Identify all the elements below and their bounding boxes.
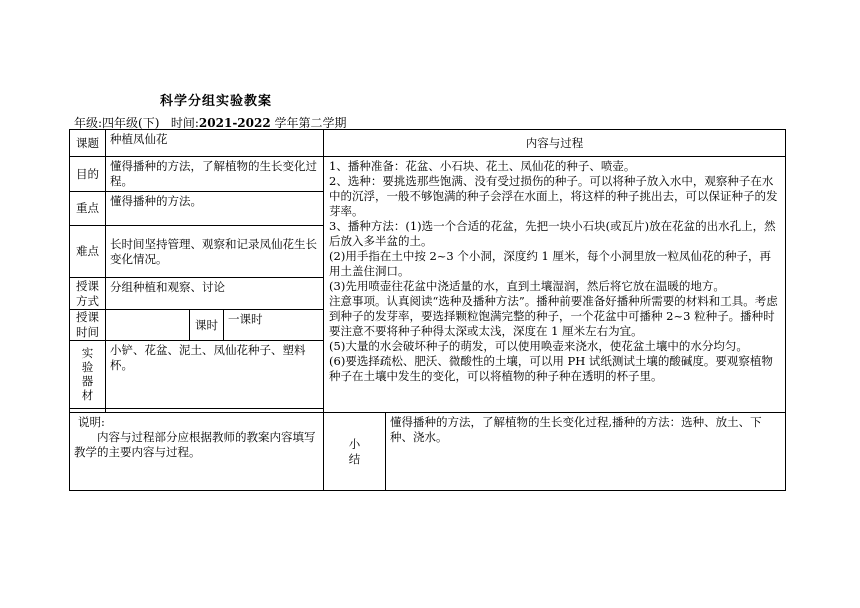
document-title: 科学分组实验教案	[160, 94, 273, 109]
materials-label-char: 材	[81, 388, 94, 402]
topic-label: 课题	[70, 130, 106, 157]
note-cell	[70, 413, 324, 491]
time-label: 时间:	[170, 116, 199, 130]
lesson-time-label	[70, 310, 106, 341]
materials-label-char: 验	[81, 360, 94, 374]
summary-label-char: 小	[348, 436, 361, 451]
difficulty-label: 难点	[70, 226, 106, 278]
lesson-time-label-line: 时间	[76, 325, 99, 339]
hours-label: 课时	[190, 310, 224, 341]
process-line: 注意事项。认真阅读“选种及播种方法”。播种前要准备好播种所需要的材料和工具。考虑到种子的发芽率，要选择颗粒饱满完整的种子，一个花盆中可播种 2~3 粒种子。播种时要注意不要将种子种得太深或太浅，深度在 1 厘米左右为宜。	[329, 294, 778, 338]
lesson-time-value	[106, 310, 190, 341]
lesson-time-label-line: 授课	[76, 310, 99, 324]
process-header: 内容与过程	[324, 130, 786, 157]
process-line: (6)要选择疏松、肥沃、微酸性的土壤，可以用 PH 试纸测试土壤的酸碱度。要观察植物种子在土壤中发生的变化，可以将植物的种子种在透明的杯子里。	[329, 354, 773, 383]
method-label	[70, 278, 106, 310]
method-label-line: 授课	[76, 278, 99, 293]
method-value: 分组种植和观察、讨论	[106, 278, 324, 310]
hours-value: 一课时	[224, 310, 324, 341]
summary-label	[324, 413, 386, 491]
process-line: (2)用手指在土中按 2~3 个小洞，深度约 1 厘米，每个小洞里放一粒凤仙花的种子，再用土盖住洞口。	[329, 249, 772, 278]
summary-text: 懂得播种的方法，了解植物的生长变化过程,播种的方法：选种、放土、下种、浇水。	[386, 413, 786, 491]
goal-label: 目的	[70, 157, 106, 192]
materials-label-char: 实	[81, 346, 94, 360]
process-line: (3)先用喷壶往花盆中浇适量的水，直到土壤湿润，然后将它放在温暖的地方。	[329, 279, 725, 293]
grade-label: 年级:四年级(下)	[74, 116, 160, 130]
method-label-line: 方式	[76, 293, 99, 308]
difficulty-value: 长时间坚持管理、观察和记录凤仙花生长变化情况。	[106, 226, 324, 278]
materials-value: 小铲、花盆、泥土、凤仙花种子、塑料杯。	[106, 341, 324, 409]
note-label: 说明:	[78, 415, 105, 429]
process-line: (5)大量的水会破坏种子的萌发，可以使用唤壶来浇水，使花盆土壤中的水分均匀。	[329, 339, 748, 353]
process-line: 1、播种准备：花盆、小石块、花土、凤仙花的种子、喷壶。	[329, 159, 636, 173]
term-label: 学年第二学期	[274, 116, 347, 130]
topic-value: 种植凤仙花	[106, 130, 324, 157]
key-point-label: 重点	[70, 192, 106, 226]
materials-label-char: 器	[81, 374, 94, 388]
time-value: 2021-2022	[198, 116, 271, 130]
summary-label-char: 结	[348, 451, 361, 466]
lesson-plan-table	[69, 129, 786, 491]
goal-value: 懂得播种的方法，了解植物的生长变化过程。	[106, 157, 324, 192]
key-point-value: 懂得播种的方法。	[106, 192, 324, 226]
note-text: 内容与过程部分应根据教师的教案内容填写教学的主要内容与过程。	[74, 430, 316, 459]
materials-label	[70, 341, 106, 409]
process-line: 2、选种：要挑选那些饱满、没有受过损伤的种子。可以将种子放入水中，观察种子在水中的沉浮，一般不够饱满的种子会浮在水面上，将这样的种子挑出去，可以保证种子的发芽率。	[329, 174, 778, 218]
process-line: 3、播种方法：(1)选一个合适的花盆，先把一块小石块(或瓦片)放在花盆的出水孔上，然后放入多半盆的土。	[329, 219, 776, 248]
process-content	[324, 157, 786, 413]
